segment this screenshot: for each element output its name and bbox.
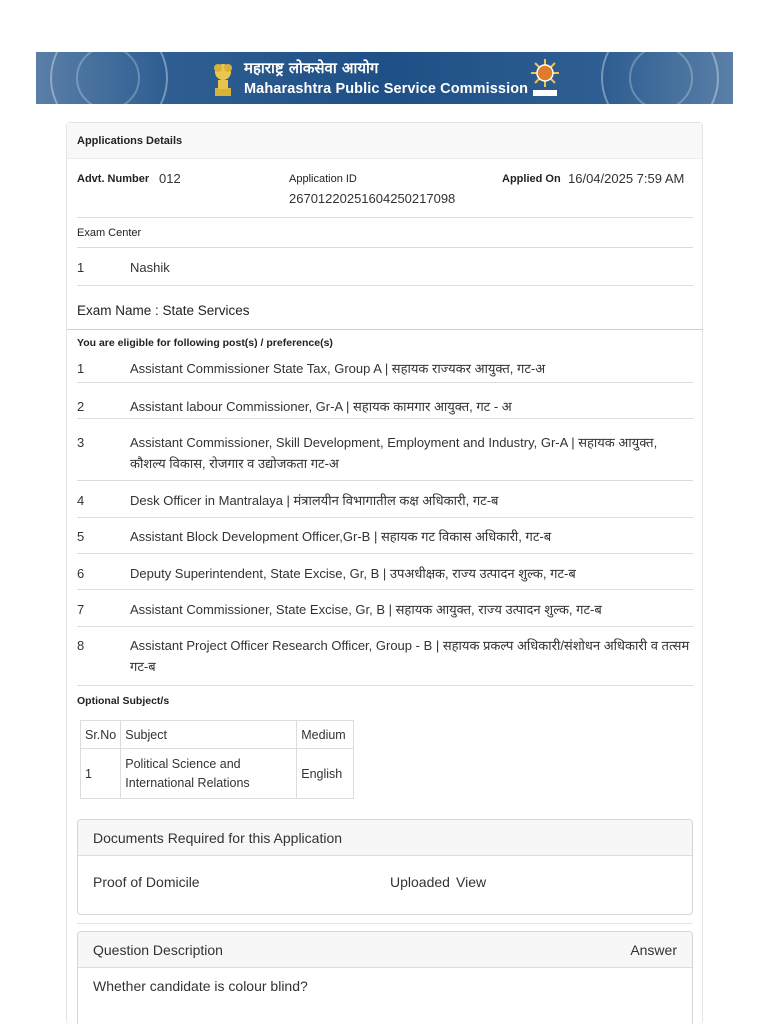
post-number: 6 xyxy=(77,566,85,581)
questions-box-header xyxy=(78,932,692,968)
eligible-posts-label: You are eligible for following post(s) / preference(s) xyxy=(77,337,333,349)
exam-center-number: 1 xyxy=(77,260,85,275)
cell-srno: 1 xyxy=(81,749,121,799)
divider xyxy=(77,589,693,590)
post-name: Assistant Commissioner, State Excise, Gr, B | सहायक आयुक्त, राज्य उत्पादन शुल्क, गट-ब xyxy=(130,602,602,617)
banner-title-marathi: महाराष्ट्र लोकसेवा आयोग xyxy=(244,59,379,77)
post-number: 8 xyxy=(77,638,85,653)
post-name: Assistant Project Officer Research Officer, Group - B | सहायक प्रकल्प अधिकारी/संशोधन अधिकारी व तत्सम गट-ब xyxy=(130,638,690,674)
divider xyxy=(77,480,693,481)
divider xyxy=(67,329,703,330)
mpsc-header-banner xyxy=(36,52,733,104)
column-header-subject: Subject xyxy=(121,721,297,749)
divider xyxy=(77,285,693,286)
post-name: Assistant Block Development Officer,Gr-B | सहायक गट विकास अधिकारी, गट-ब xyxy=(130,529,552,544)
decorative-sun-left-inner xyxy=(76,52,140,104)
answer-header: Answer xyxy=(630,942,677,958)
exam-name: Exam Name : State Services xyxy=(77,303,250,318)
application-id-value: 267012202516042502170​98 xyxy=(289,191,456,206)
divider xyxy=(77,247,693,248)
post-number: 7 xyxy=(77,602,85,617)
card-header-title: Applications Details xyxy=(77,135,183,147)
post-name: Assistant Commissioner State Tax, Group A | सहायक राज्यकर आयुक्त, गट-अ xyxy=(130,361,546,376)
exam-center-value: Nashik xyxy=(130,260,170,275)
divider xyxy=(77,685,693,686)
documents-required-box xyxy=(77,819,693,915)
cell-subject: Political Science and International Relations xyxy=(121,749,297,799)
column-header-srno: Sr.No xyxy=(81,721,121,749)
mpsc-logo-icon xyxy=(528,57,562,99)
cell-medium: English xyxy=(297,749,354,799)
applied-on-value: 16/04/2025 7:59 AM xyxy=(568,171,685,186)
card-header xyxy=(67,123,702,159)
national-emblem-icon xyxy=(212,58,234,98)
post-name: Assistant Commissioner, Skill Development, Employment and Industry, Gr-A | सहायक आयुक्त, कौशल्य विकास, रोजगार व उद्योजकता गट-अ xyxy=(130,435,658,471)
divider xyxy=(77,923,693,924)
applied-on-label: Applied On xyxy=(502,173,561,185)
post-name: Deputy Superintendent, State Excise, Gr, B | उपअधीक्षक, राज्य उत्पादन शुल्क, गट-ब xyxy=(130,566,576,581)
divider xyxy=(77,553,693,554)
exam-center-label: Exam Center xyxy=(77,227,142,239)
divider xyxy=(77,382,693,383)
table-header-row xyxy=(81,721,354,749)
post-number: 2 xyxy=(77,399,85,414)
advt-number-label: Advt. Number xyxy=(77,173,150,185)
post-number: 3 xyxy=(77,435,85,450)
documents-box-title: Documents Required for this Application xyxy=(93,830,343,846)
view-document-link[interactable]: View xyxy=(456,874,487,890)
banner-title-english: Maharashtra Public Service Commission xyxy=(244,81,529,97)
documents-box-header xyxy=(78,820,692,856)
optional-subjects-label: Optional Subject/s xyxy=(77,695,170,707)
post-number: 5 xyxy=(77,529,85,544)
optional-subjects-table xyxy=(80,720,354,799)
question-text: Whether candidate is colour blind? xyxy=(93,978,308,994)
post-name: Desk Officer in Mantralaya | मंत्रालयीन विभागातील कक्ष अधिकारी, गट-ब xyxy=(130,493,499,508)
divider xyxy=(77,217,693,218)
post-number: 4 xyxy=(77,493,85,508)
advt-number-value: 012 xyxy=(159,171,181,186)
column-header-medium: Medium xyxy=(297,721,354,749)
table-row xyxy=(81,749,354,799)
application-id-label: Application ID xyxy=(289,173,357,185)
application-details-card xyxy=(66,122,703,1024)
divider xyxy=(77,626,693,627)
document-name: Proof of Domicile xyxy=(93,874,200,890)
document-status: Uploaded xyxy=(390,874,450,890)
decorative-sun-right-inner xyxy=(629,52,693,104)
question-description-header: Question Description xyxy=(93,942,223,958)
questions-box xyxy=(77,931,693,1024)
divider xyxy=(77,517,693,518)
divider xyxy=(77,418,693,419)
post-number: 1 xyxy=(77,361,85,376)
post-name: Assistant labour Commissioner, Gr-A | सहायक कामगार आयुक्त, गट - अ xyxy=(130,399,512,414)
